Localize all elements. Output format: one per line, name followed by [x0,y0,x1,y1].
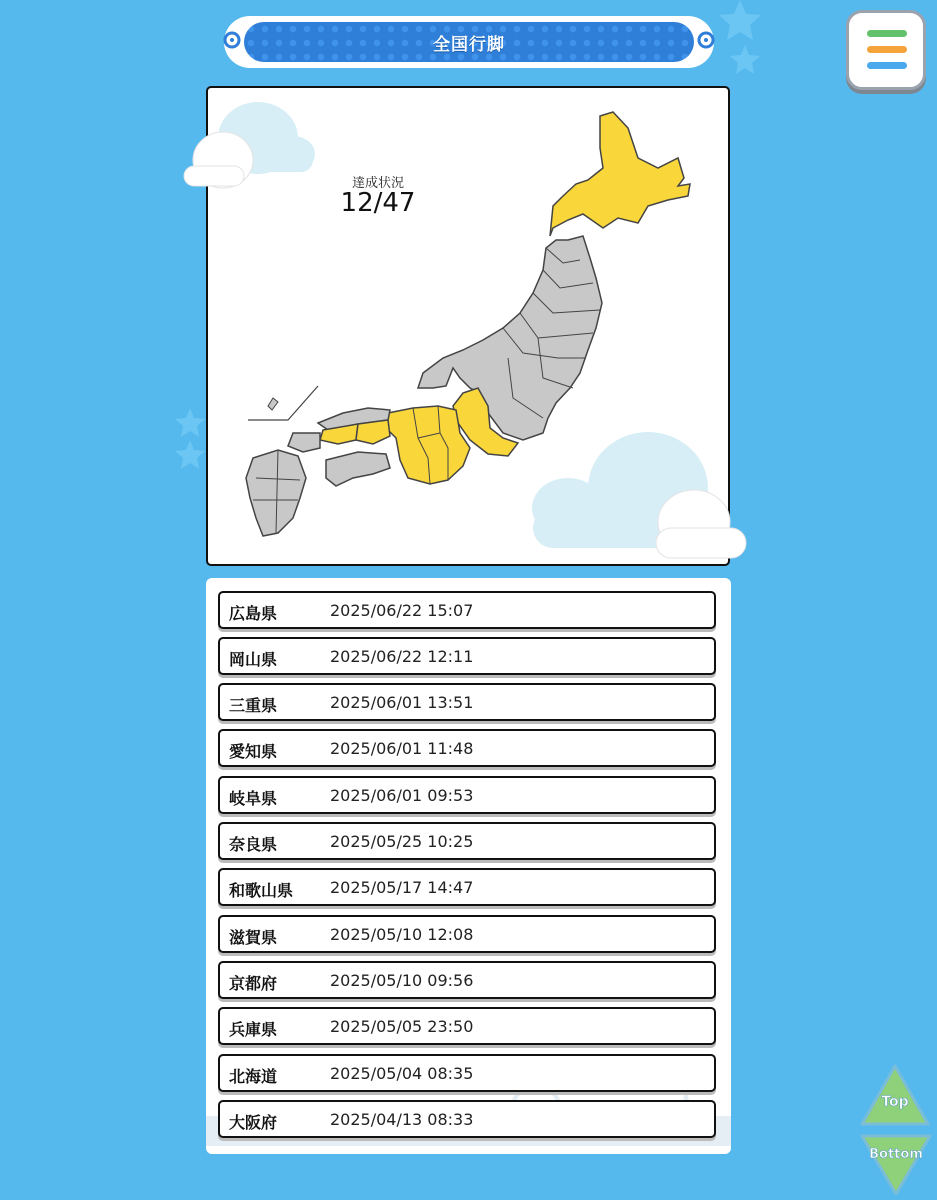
visit-datetime: 2025/06/01 13:51 [330,693,474,712]
map-shikoku [326,452,390,486]
prefecture-name: 岐阜県 [229,789,278,808]
progress-value: 12/47 [340,188,416,218]
prefecture-name: 岡山県 [229,650,278,669]
title-banner [224,16,714,68]
visit-row[interactable] [218,591,716,629]
menu-button[interactable] [846,10,926,90]
visit-row[interactable] [218,822,716,860]
visit-row[interactable] [218,683,716,721]
prefecture-name: 大阪府 [229,1113,278,1132]
visit-datetime: 2025/06/01 11:48 [330,739,474,758]
visit-row[interactable] [218,729,716,767]
bottom-label: Bottom [869,1147,923,1162]
prefecture-name: 京都府 [229,974,278,993]
scroll-bottom-button[interactable] [858,1132,934,1198]
visit-row[interactable] [218,868,716,906]
japan-map [208,88,732,568]
visit-datetime: 2025/05/04 08:35 [330,1064,474,1083]
visit-list [206,578,731,1154]
prefecture-name: 北海道 [229,1067,278,1086]
visit-datetime: 2025/05/17 14:47 [330,878,474,897]
visit-row[interactable] [218,1100,716,1138]
map-okayama [356,420,390,444]
scroll-top-button[interactable] [860,1064,930,1130]
visit-datetime: 2025/04/13 08:33 [330,1110,474,1129]
page-title: 全国行脚 [433,35,505,55]
prefecture-name: 和歌山県 [229,881,294,900]
visit-row[interactable] [218,1007,716,1045]
prefecture-name: 三重県 [229,696,278,715]
visit-row[interactable] [218,1054,716,1092]
map-hokkaido [550,112,690,236]
prefecture-name: 滋賀県 [229,928,278,947]
visit-row[interactable] [218,915,716,953]
visit-row[interactable] [218,961,716,999]
visit-datetime: 2025/05/25 10:25 [330,832,474,851]
prefecture-name: 奈良県 [229,835,278,854]
visit-datetime: 2025/06/01 09:53 [330,786,474,805]
hamburger-icon [867,30,907,37]
japan-map-panel [206,86,730,566]
map-okinawa-inset-line [248,386,318,420]
visit-datetime: 2025/05/10 12:08 [330,925,474,944]
prefecture-name: 愛知県 [229,742,278,761]
visit-datetime: 2025/05/05 23:50 [330,1017,474,1036]
visit-datetime: 2025/06/22 15:07 [330,601,474,620]
top-label: Top [881,1094,909,1110]
prefecture-name: 広島県 [229,604,278,623]
prefecture-name: 兵庫県 [229,1020,278,1039]
visit-row[interactable] [218,776,716,814]
visit-row[interactable] [218,637,716,675]
map-yamaguchi [288,433,320,452]
progress-label: 達成状況 [351,176,404,191]
visit-datetime: 2025/06/22 12:11 [330,647,474,666]
triangle-down-icon [862,1136,930,1194]
visit-datetime: 2025/05/10 09:56 [330,971,474,990]
map-kinki [386,406,470,484]
